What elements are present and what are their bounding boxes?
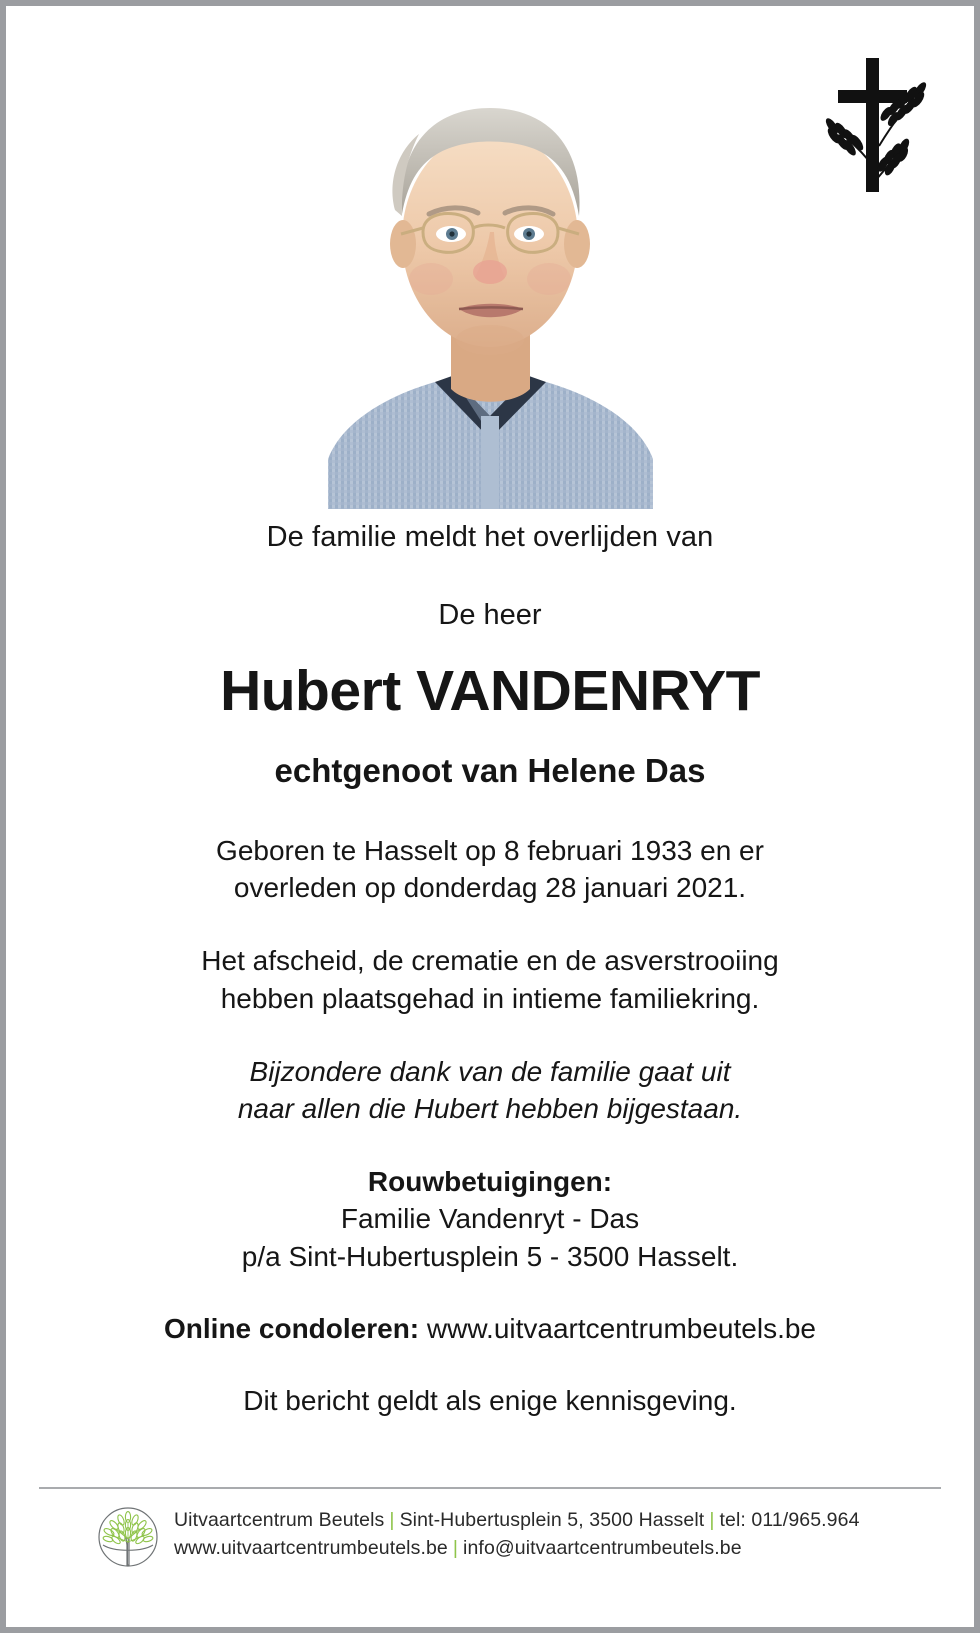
notice-text: [66, 521, 914, 1417]
footer-phone: tel: 011/965.964: [719, 1509, 860, 1531]
condolences-block: [66, 1163, 914, 1275]
birth-death-line-1: Geboren te Hasselt op 8 februari 1933 en er: [216, 834, 764, 866]
online-condolences: [66, 1313, 914, 1345]
footer-line-1: [174, 1506, 860, 1534]
thanks-paragraph: [66, 1053, 914, 1127]
birth-death-paragraph: [66, 832, 914, 906]
announcement-intro: De familie meldt het overlijden van: [266, 521, 714, 553]
footer-divider: [39, 1487, 941, 1489]
footer-line-2: [174, 1534, 860, 1562]
birth-death-line-2: overleden op donderdag 28 januari 2021.: [233, 872, 747, 904]
portrait-photo: [323, 64, 658, 509]
spouse-line: echtgenoot van Helene Das: [274, 751, 706, 789]
closing-note: Dit bericht geldt als enige kennisgeving.: [243, 1384, 737, 1416]
footer-contact: [174, 1503, 860, 1563]
footer-address: Sint-Hubertusplein 5, 3500 Hasselt: [399, 1509, 705, 1531]
online-condolences-label: Online condoleren:: [164, 1312, 420, 1344]
condolences-address: p/a Sint-Hubertusplein 5 - 3500 Hasselt.: [241, 1240, 739, 1272]
footer-separator: |: [389, 1509, 395, 1531]
thanks-line-1: Bijzondere dank van de familie gaat uit: [249, 1055, 731, 1087]
tree-in-circle-logo: [96, 1505, 160, 1569]
portrait-container: [6, 64, 974, 509]
footer-email[interactable]: info@uitvaartcentrumbeutels.be: [463, 1537, 742, 1560]
deceased-name: Hubert VANDENRYT: [220, 659, 760, 723]
ceremony-line-2: hebben plaatsgehad in intieme familiekring.: [220, 982, 760, 1014]
honorific: De heer: [438, 599, 542, 631]
condolences-family: Familie Vandenryt - Das: [340, 1203, 640, 1235]
condolences-header: Rouwbetuigingen:: [367, 1166, 613, 1198]
ceremony-paragraph: [66, 942, 914, 1016]
footer-website[interactable]: www.uitvaartcentrumbeutels.be: [174, 1537, 448, 1560]
online-condolences-url[interactable]: www.uitvaartcentrumbeutels.be: [426, 1312, 816, 1344]
ceremony-line-1: Het afscheid, de crematie en de asverstrooiing: [201, 945, 779, 977]
footer-separator: |: [709, 1509, 715, 1531]
footer: [96, 1503, 934, 1569]
footer-company: Uitvaartcentrum Beutels: [174, 1509, 385, 1531]
footer-separator: |: [452, 1537, 459, 1560]
thanks-line-2: naar allen die Hubert hebben bijgestaan.: [237, 1093, 743, 1125]
